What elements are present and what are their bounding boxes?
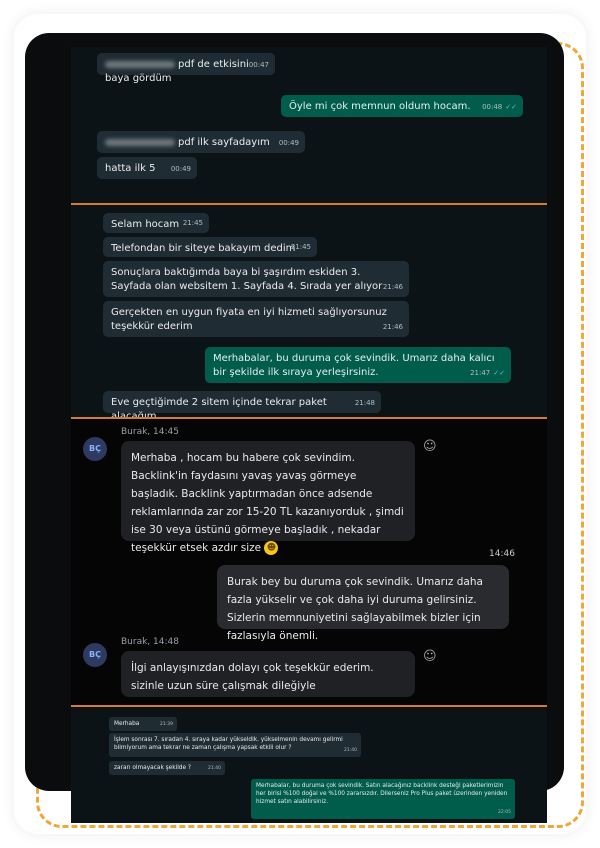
message-time: 22:05 bbox=[498, 810, 511, 815]
chat-panel-3 bbox=[71, 419, 547, 705]
emoji-reaction-icon[interactable]: ☺ bbox=[423, 439, 437, 454]
message-bubble bbox=[217, 565, 509, 642]
message-text: pdf de etkisini baya gördüm bbox=[105, 59, 249, 84]
message-text: Merhabalar, bu duruma çok sevindik. Satın alacağınız backlink desteği paketlerimizin her birisi %100 doğal ve %100 zararsızdır. Dilerseniz Pro Plus paket üzerinden yeniden hizmet satın alabilirsiniz. bbox=[256, 783, 508, 805]
message-text: Merhabalar, bu duruma çok sevindik. Umarız daha kalıcı bir şekilde ilk sıraya yerleşirsiniz. bbox=[213, 353, 495, 378]
message-bubble bbox=[103, 213, 209, 233]
message-text: Öyle mi çok memnun oldum hocam. bbox=[289, 101, 471, 112]
message-time: 00:47 bbox=[248, 61, 269, 69]
message-bubble bbox=[103, 391, 381, 413]
message-text: Merhaba bbox=[114, 721, 140, 727]
double-check-icon: ✓✓ bbox=[493, 369, 505, 377]
message-time: 21:40 bbox=[208, 766, 221, 771]
message-text: pdf ilk sayfadayım bbox=[178, 137, 270, 148]
message-time: 21:40 bbox=[344, 748, 357, 753]
message-bubble bbox=[97, 53, 275, 84]
message-time: 21:45 bbox=[182, 219, 203, 227]
message-time: 00:49 bbox=[278, 139, 299, 147]
message-bubble bbox=[103, 261, 409, 297]
message-time: 21:45 bbox=[290, 243, 311, 251]
message-bubble bbox=[103, 301, 409, 337]
message-time: 00:48 bbox=[482, 103, 503, 111]
message-bubble bbox=[103, 237, 317, 257]
message-text: İlgi anlayışınızdan dolayı çok teşekkür ederim. sizinle uzun süre çalışmak dileğiyle bbox=[131, 662, 374, 692]
message-text: hatta ilk 5 bbox=[105, 163, 156, 174]
message-time: 21:46 bbox=[382, 283, 403, 291]
smiley-emoji-icon: ☻ bbox=[264, 541, 278, 555]
message-bubble bbox=[121, 651, 415, 697]
screenshot-collage bbox=[25, 33, 564, 815]
chat-panel-2 bbox=[71, 205, 547, 417]
reply-time: 14:46 bbox=[489, 549, 515, 559]
message-bubble bbox=[205, 347, 511, 383]
message-text: Gerçekten en uygun fiyata en iyi hizmeti sağlıyorsunuz teşekkür ederim bbox=[111, 307, 387, 332]
message-bubble bbox=[109, 733, 361, 757]
message-text: İşlem sonrası 7. sıradan 4. sıraya kadar yükseldik. yükselmenin devamı gelirmi bilmiyorum ama tekrar ne zaman çalışma yapsak etkili olur ? bbox=[114, 737, 343, 751]
avatar: BÇ bbox=[83, 437, 107, 461]
sender-meta: Burak, 14:48 bbox=[121, 637, 179, 647]
avatar: BÇ bbox=[83, 643, 107, 667]
emoji-reaction-icon[interactable]: ☺ bbox=[423, 649, 437, 664]
redacted-name bbox=[105, 139, 175, 146]
sender-meta: Burak, 14:45 bbox=[121, 427, 179, 437]
message-time: 21:48 bbox=[354, 399, 375, 407]
message-time: 00:49 bbox=[170, 165, 191, 173]
message-bubble bbox=[251, 779, 515, 819]
chat-panel-4 bbox=[71, 707, 547, 823]
message-bubble bbox=[109, 717, 177, 731]
message-bubble bbox=[121, 441, 415, 554]
message-bubble bbox=[281, 95, 523, 117]
double-check-icon: ✓✓ bbox=[505, 103, 517, 111]
message-text: Telefondan bir siteye bakayım dedim bbox=[111, 243, 296, 254]
message-time: 21:39 bbox=[160, 722, 173, 727]
message-text: zararı olmayacak şekilde ? bbox=[114, 765, 191, 771]
message-bubble bbox=[97, 131, 305, 153]
message-text: Sonuçlara baktığımda baya bi şaşırdım eskiden 3. Sayfada olan websitem 1. Sayfada 4. Sırada yer alıyor bbox=[111, 267, 383, 292]
message-time: 21:47 bbox=[470, 369, 491, 377]
message-text: Selam hocam bbox=[111, 219, 180, 230]
message-bubble bbox=[97, 157, 197, 179]
message-text: Merhaba , hocam bu habere çok sevindim. Backlink'in faydasını yavaş yavaş görmeye başladık. Backlink yaptırmadan önce adsende reklamlarında zar zor 15-20 TL kazanıyorduk , şimdi ise 30 veya üstünü görmeye başladık , nekadar teşekkür etsek azdır size bbox=[131, 452, 404, 554]
redacted-name bbox=[105, 61, 175, 68]
chat-panel-1 bbox=[71, 47, 547, 203]
message-time: 21:46 bbox=[382, 323, 403, 331]
message-text: Eve geçtiğimde 2 sitem içinde tekrar paket bbox=[111, 397, 327, 408]
message-text: Burak bey bu duruma çok sevindik. Umarız daha fazla yükselir ve çok daha iyi duruma gelirsiniz. Sizlerin memnuniyetini sağlayabilmek bizler için fazlasıyla önemli. bbox=[227, 576, 483, 642]
message-bubble bbox=[109, 761, 225, 775]
